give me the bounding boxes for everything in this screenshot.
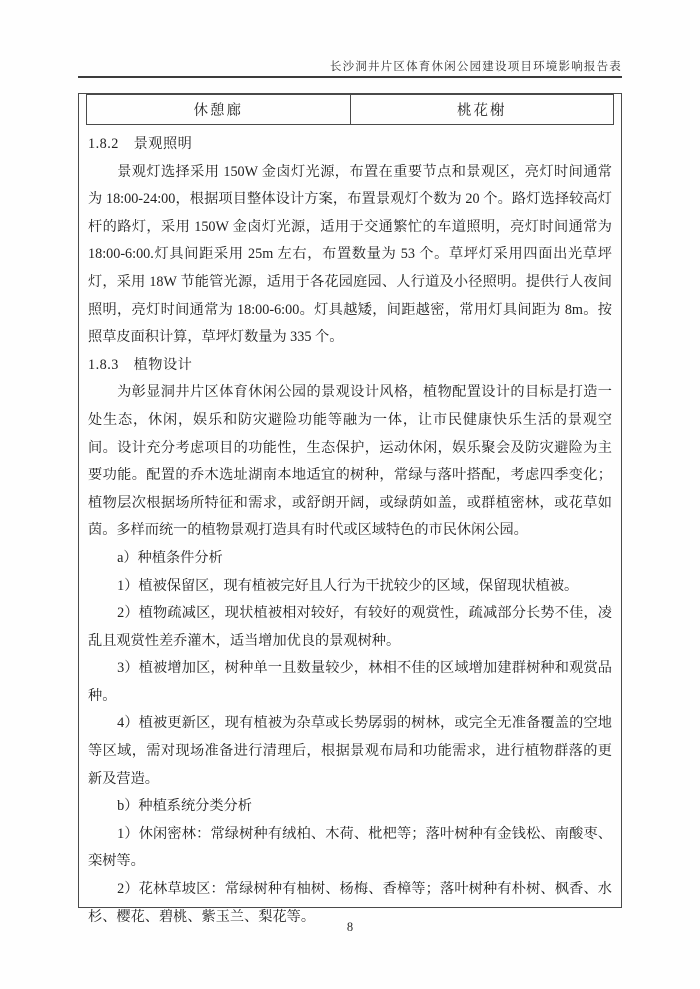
- facility-table-cell: 休憩廊: [87, 95, 351, 125]
- running-header-title: 长沙洞井片区体育休闲公园建设项目环境影响报告表: [329, 61, 622, 73]
- content-box: [78, 93, 622, 925]
- paragraph: 2）花林草坡区：常绿树种有柚树、杨梅、香樟等；落叶树种有朴树、枫香、水杉、樱花、碧桃、紫玉兰、梨花等。: [88, 881, 612, 925]
- facility-table-cell: 桃花榭: [350, 95, 614, 125]
- paragraph: 为彰显洞井片区体育休闲公园的景观设计风格，植物配置设计的目标是打造一处生态，休闲，娱乐和防灾避险功能等融为一体，让市民健康快乐生活的景观空间。设计充分考虑项目的功能性，生态保护，运动休闲，娱乐聚会及防灾避险为主要功能。配置的乔木选址湖南本地适宜的树种，常绿与落叶搭配，考虑四季变化；植物层次根据场所特征和需求，或舒朗开阔，或绿荫如盖，或群植密林，或花草如茵。多样而统一的植物景观打造具有时代或区域特色的市民休闲公园。: [88, 384, 612, 539]
- paragraph: b）种植系统分类分析: [117, 798, 252, 815]
- body-text: [86, 125, 614, 931]
- facility-table-row: [87, 95, 614, 125]
- paragraph: 1）植被保留区，现有植被完好且人行为干扰较少的区域，保留现状植被。: [117, 577, 579, 594]
- header-rule: [78, 76, 622, 78]
- paragraph: 4）植被更新区，现有植被为杂草或长势孱弱的树林，或完全无准备覆盖的空地等区域，需对现场准备进行清理后，根据景观布局和功能需求，进行植物群落的更新及营造。: [88, 715, 612, 787]
- paragraph: 3）植被增加区，树种单一且数量较少，林相不佳的区域增加建群树种和观赏品种。: [88, 660, 612, 704]
- facility-table: [86, 94, 614, 125]
- paragraph: a）种植条件分析: [117, 549, 223, 566]
- page-number: 8: [346, 920, 354, 934]
- paragraph: 景观灯选择采用 150W 金卤灯光源，布置在重要节点和景观区，亮灯时间通常为 18:00-24:00，根据项目整体设计方案，布置景观灯个数为 20 个。路灯选择较高灯杆的路灯，采用 150W 金卤灯光源，适用于交通繁忙的车道照明，亮灯时间通常为 18:00-6:00.灯具间距采用 25m 左右，布置数量为 53 个。草坪灯采用四面出光草坪灯，采用 18W 节能管光源，适用于各花园庭园、人行道及小径照明。提供行人夜间照明，亮灯时间通常为 18:00-6:00。灯具越矮，间距越密，常用灯具间距为 8m。按照草皮面积计算，草坪灯数量为 335 个。: [88, 163, 612, 346]
- paragraph: 1）休闲密林：常绿树种有绒柏、木荷、枇杷等；落叶树种有金钱松、南酸枣、栾树等。: [88, 825, 612, 870]
- section-heading: 1.8.3 植物设计: [88, 356, 193, 373]
- section-heading: 1.8.2 景观照明: [88, 136, 193, 152]
- paragraph: 2）植物疏减区，现状植被相对较好，有较好的观赏性，疏减部分长势不佳，凌乱且观赏性差乔灌木，适当增加优良的景观树种。: [88, 605, 612, 649]
